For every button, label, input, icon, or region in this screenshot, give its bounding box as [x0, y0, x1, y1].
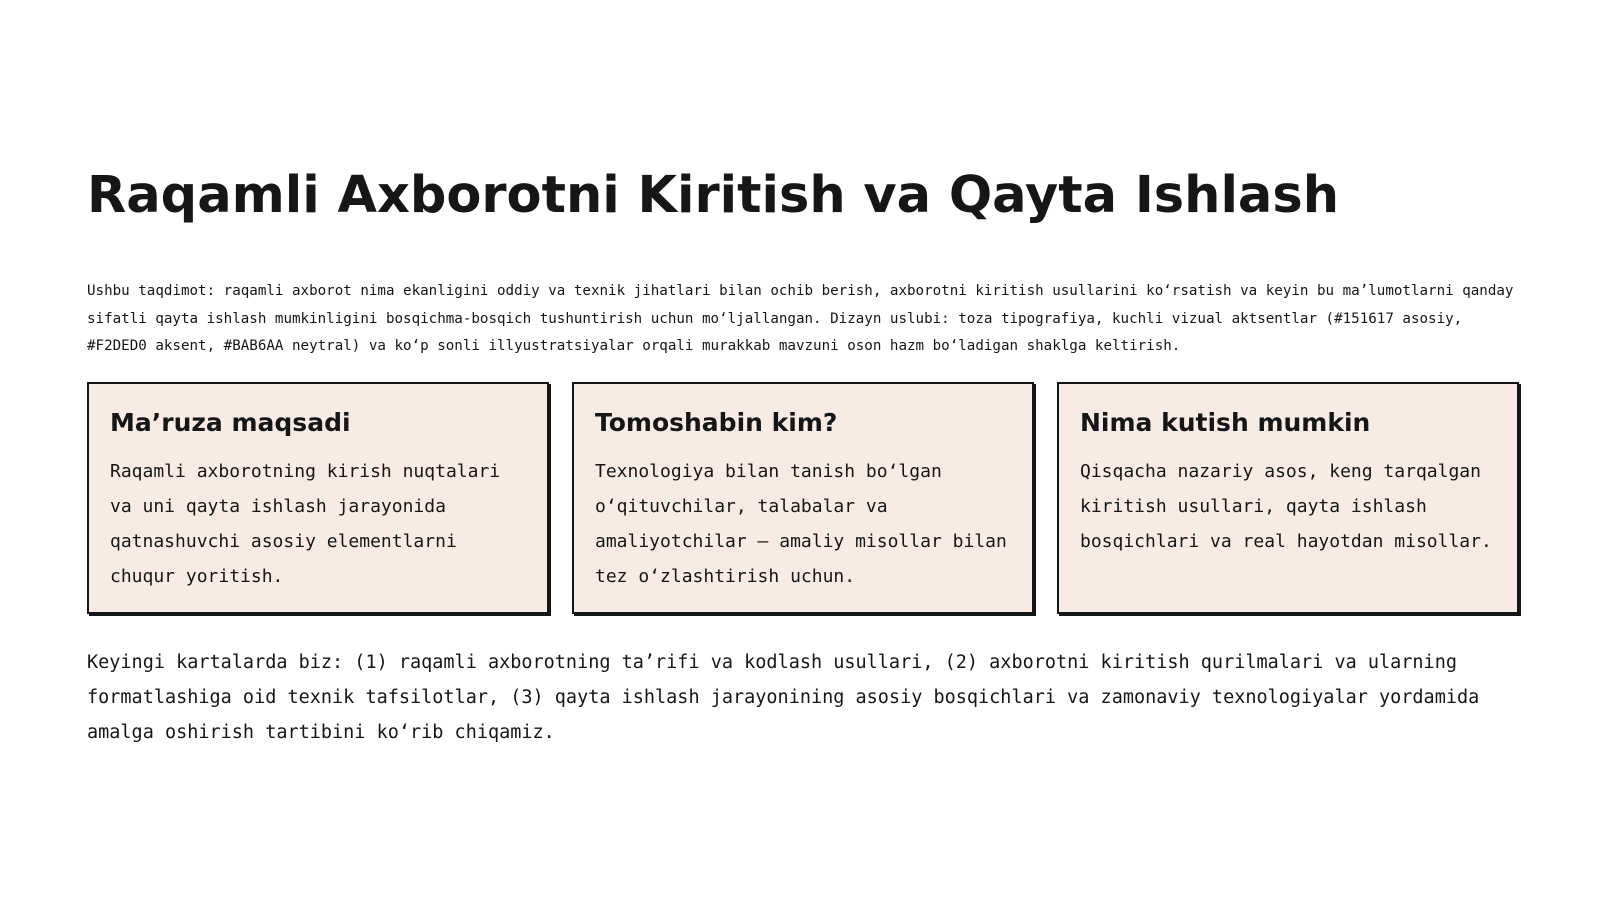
- slide-title: Raqamli Axborotni Kiritish va Qayta Ishlash: [87, 166, 1340, 225]
- card-lecture-goal: [87, 382, 549, 614]
- card-row: [87, 382, 1521, 614]
- card-heading: Ma’ruza maqsadi: [110, 408, 351, 437]
- card-text: Qisqacha nazariy asos, keng tarqalgan kiritish usullari, qayta ishlash bosqichlari va real hayotdan misollar.: [1080, 461, 1492, 552]
- card-text: Raqamli axborotning kirish nuqtalari va uni qayta ishlash jarayonida qatnashuvchi asosiy elementlarni chuqur yoritish.: [110, 461, 501, 587]
- intro-paragraph: Ushbu taqdimot: raqamli axborot nima ekanligini oddiy va texnik jihatlari bilan ochib berish, axborotni kiritish usullarini ko‘rsatish va keyin bu ma’lumotlarni qanday sifatli qayta ishlash mumkinligini bosqichma-bosqich tushuntirish uchun mo‘ljallangan. Dizayn uslubi: toza tipografiya, kuchli vizual aktsentlar (#151617 asosiy, #F2DED0 aksent, #BAB6AA neytral) va ko‘p sonli illyustratsiyalar orqali murakkab mavzuni oson hazm bo‘ladigan shaklga keltirish.: [87, 283, 1514, 354]
- card-text: Texnologiya bilan tanish bo‘lgan o‘qituvchilar, talabalar va amaliyotchilar — amaliy misollar bilan tez o‘zlashtirish uchun.: [595, 461, 1007, 587]
- card-expectations: [1057, 382, 1519, 614]
- outro-paragraph: Keyingi kartalarda biz: (1) raqamli axborotning ta’rifi va kodlash usullari, (2) axborotni kiritish qurilmalari va ularning formatlashiga oid texnik tafsilotlar, (3) qayta ishlash jarayonining asosiy bosqichlari va zamonaviy texnologiyalar yordamida amalga oshirish tartibini ko‘rib chiqamiz.: [87, 652, 1480, 743]
- card-heading: Nima kutish mumkin: [1080, 408, 1371, 437]
- card-heading: Tomoshabin kim?: [595, 408, 838, 437]
- card-audience: [572, 382, 1034, 614]
